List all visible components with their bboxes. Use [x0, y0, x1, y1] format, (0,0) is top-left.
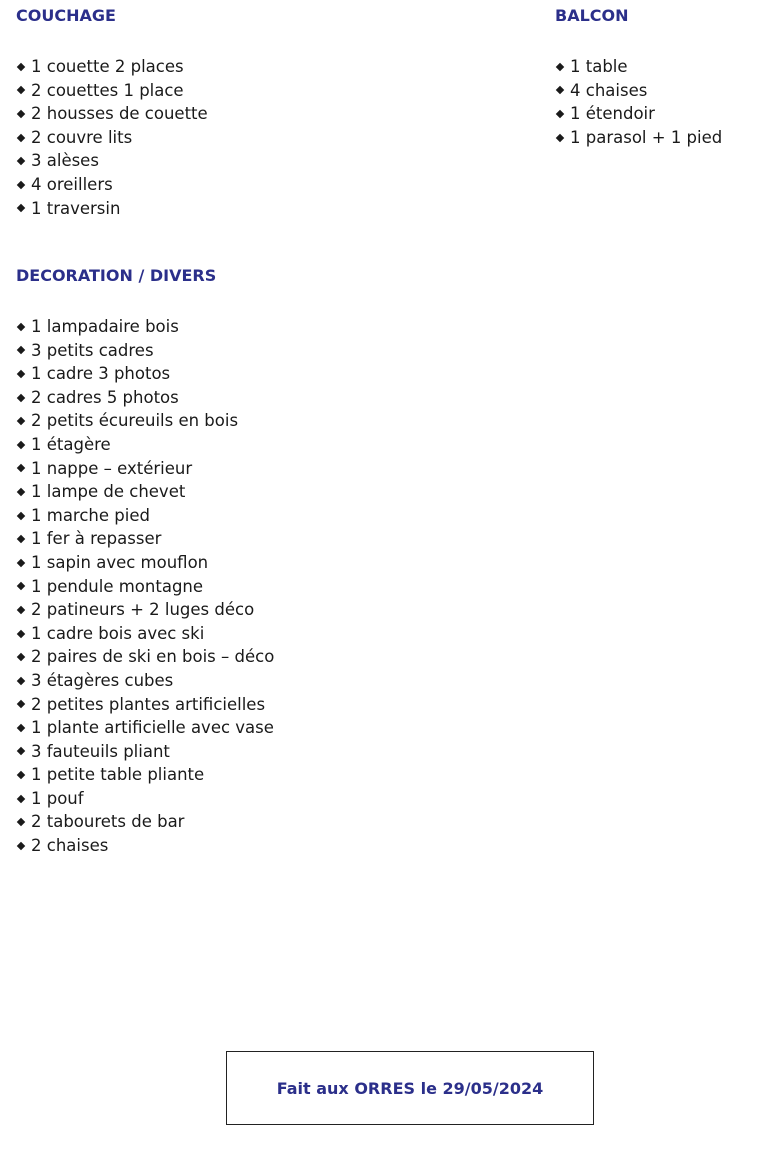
diamond-bullet-icon — [17, 63, 25, 71]
list-item-label: 2 housses de couette — [31, 104, 208, 124]
diamond-bullet-icon — [17, 110, 25, 118]
list-item — [16, 339, 274, 363]
section-title-balcon: BALCON — [555, 6, 629, 25]
list-item — [16, 693, 274, 717]
list-item — [16, 716, 274, 740]
diamond-bullet-icon — [17, 558, 25, 566]
list-item — [555, 102, 722, 126]
diamond-bullet-icon — [556, 86, 564, 94]
list-item — [16, 433, 274, 457]
list-item-label: 1 petite table pliante — [31, 765, 205, 785]
list-item-label: 1 nappe – extérieur — [31, 458, 193, 478]
list-item — [16, 79, 208, 103]
signature-box — [226, 1051, 594, 1125]
list-item-label: 2 cadres 5 photos — [31, 387, 179, 407]
list-item — [16, 669, 274, 693]
list-item — [16, 480, 274, 504]
list-item — [16, 173, 208, 197]
footer-date-text: Fait aux ORRES le 29/05/2024 — [276, 1078, 544, 1098]
list-item-label: 1 étendoir — [570, 104, 655, 124]
diamond-bullet-icon — [17, 133, 25, 141]
diamond-bullet-icon — [17, 629, 25, 637]
list-item-label: 1 cadre 3 photos — [31, 364, 171, 384]
list-item-label: 1 étagère — [31, 434, 111, 454]
list-item — [16, 527, 274, 551]
item-list-balcon — [555, 55, 722, 149]
list-item-label: 1 pouf — [31, 788, 84, 808]
list-item-label: 2 tabourets de bar — [31, 812, 185, 832]
section-balcon — [555, 5, 722, 149]
list-item — [16, 149, 208, 173]
diamond-bullet-icon — [17, 393, 25, 401]
list-item-label: 1 couette 2 places — [31, 57, 184, 76]
diamond-bullet-icon — [17, 511, 25, 519]
list-item — [16, 834, 274, 858]
list-item-label: 2 paires de ski en bois – déco — [31, 647, 275, 667]
list-item — [16, 763, 274, 787]
diamond-bullet-icon — [17, 582, 25, 590]
diamond-bullet-icon — [17, 653, 25, 661]
list-item — [555, 126, 722, 150]
list-item — [16, 740, 274, 764]
diamond-bullet-icon — [17, 181, 25, 189]
list-item — [16, 504, 274, 528]
list-item — [16, 810, 274, 834]
list-item-label: 2 petites plantes artificielles — [31, 694, 266, 714]
diamond-bullet-icon — [17, 346, 25, 354]
list-item-label: 1 table — [570, 57, 628, 76]
diamond-bullet-icon — [17, 488, 25, 496]
diamond-bullet-icon — [17, 842, 25, 850]
list-item — [16, 315, 274, 339]
diamond-bullet-icon — [17, 464, 25, 472]
list-item — [16, 55, 208, 79]
list-item-label: 1 fer à repasser — [31, 529, 162, 549]
list-item-label: 2 couettes 1 place — [31, 80, 184, 100]
list-item — [16, 197, 208, 221]
list-item — [16, 102, 208, 126]
section-couchage — [16, 5, 208, 220]
diamond-bullet-icon — [556, 133, 564, 141]
list-item-label: 3 petits cadres — [31, 340, 154, 360]
list-item — [16, 622, 274, 646]
diamond-bullet-icon — [17, 794, 25, 802]
diamond-bullet-icon — [17, 747, 25, 755]
diamond-bullet-icon — [556, 110, 564, 118]
diamond-bullet-icon — [17, 370, 25, 378]
list-item-label: 1 pendule montagne — [31, 576, 204, 596]
list-item-label: 1 cadre bois avec ski — [31, 623, 205, 643]
list-item — [16, 551, 274, 575]
diamond-bullet-icon — [17, 86, 25, 94]
diamond-bullet-icon — [17, 323, 25, 331]
list-item-label: 3 fauteuils pliant — [31, 741, 170, 761]
list-item-label: 4 oreillers — [31, 174, 113, 194]
section-title-couchage: COUCHAGE — [16, 6, 116, 25]
list-item-label: 1 lampe de chevet — [31, 482, 186, 502]
section-decoration — [16, 265, 274, 858]
diamond-bullet-icon — [17, 157, 25, 165]
section-title-decoration: DECORATION / DIVERS — [16, 266, 217, 285]
list-item-label: 1 plante artificielle avec vase — [31, 718, 274, 738]
list-item-label: 1 marche pied — [31, 505, 150, 525]
diamond-bullet-icon — [17, 204, 25, 212]
list-item — [16, 457, 274, 481]
list-item — [16, 598, 274, 622]
diamond-bullet-icon — [17, 535, 25, 543]
diamond-bullet-icon — [17, 417, 25, 425]
list-item-label: 1 sapin avec mouflon — [31, 552, 209, 572]
diamond-bullet-icon — [556, 63, 564, 71]
list-item — [16, 386, 274, 410]
list-item — [16, 409, 274, 433]
diamond-bullet-icon — [17, 441, 25, 449]
diamond-bullet-icon — [17, 771, 25, 779]
diamond-bullet-icon — [17, 606, 25, 614]
list-item-label: 3 alèses — [31, 151, 99, 171]
list-item-label: 1 traversin — [31, 198, 121, 218]
diamond-bullet-icon — [17, 724, 25, 732]
list-item-label: 4 chaises — [570, 80, 648, 100]
item-list-couchage — [16, 55, 208, 220]
list-item-label: 1 lampadaire bois — [31, 317, 179, 336]
list-item-label: 1 parasol + 1 pied — [570, 127, 723, 147]
diamond-bullet-icon — [17, 676, 25, 684]
list-item — [16, 362, 274, 386]
list-item-label: 2 patineurs + 2 luges déco — [31, 600, 255, 620]
list-item-label: 3 étagères cubes — [31, 670, 174, 690]
list-item-label: 2 chaises — [31, 836, 109, 856]
list-item — [16, 126, 208, 150]
list-item — [16, 787, 274, 811]
list-item-label: 2 petits écureuils en bois — [31, 411, 239, 431]
diamond-bullet-icon — [17, 818, 25, 826]
list-item-label: 2 couvre lits — [31, 127, 133, 147]
item-list-decoration — [16, 315, 274, 858]
diamond-bullet-icon — [17, 700, 25, 708]
list-item — [16, 645, 274, 669]
list-item — [16, 575, 274, 599]
list-item — [555, 55, 722, 79]
list-item — [555, 79, 722, 103]
